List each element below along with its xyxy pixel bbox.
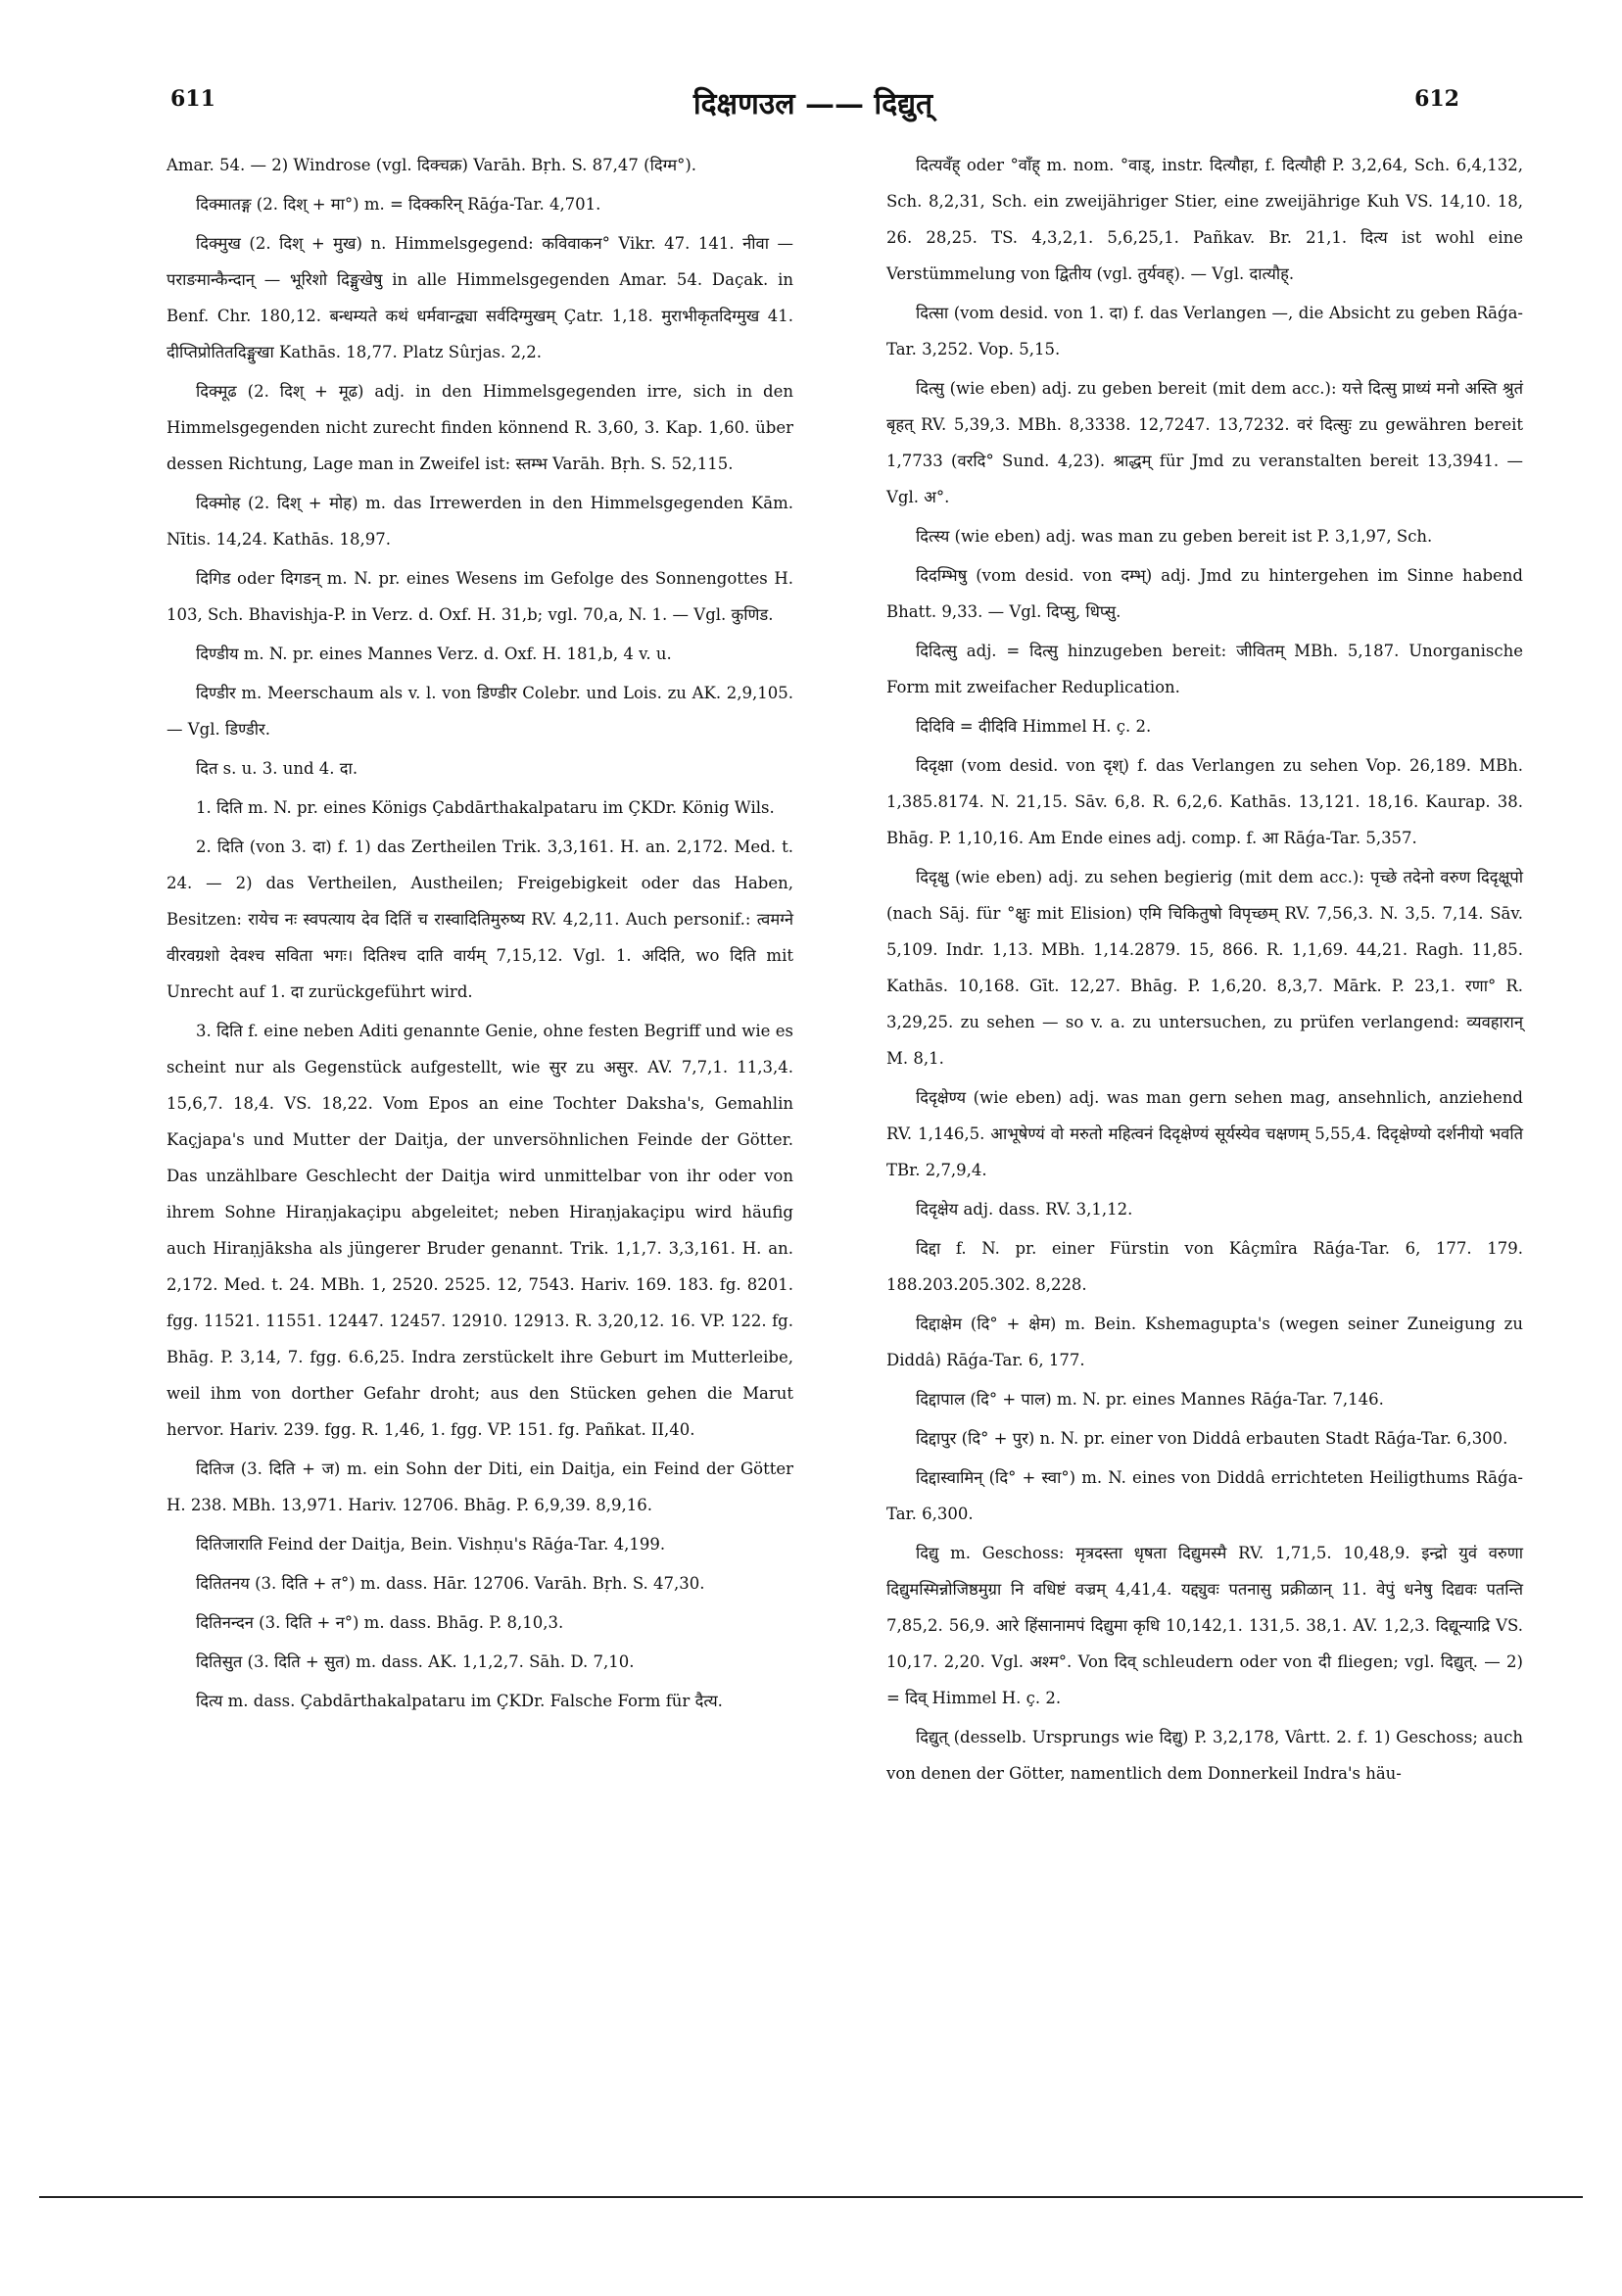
dictionary-entry: दिद्दापाल (दि° + पाल) m. N. pr. eines Mannes Rāǵa-Tar. 7,146. (916, 1390, 1384, 1409)
dictionary-entry: दिदम्भिषु (vom desid. von दम्भ्) adj. Jmd zu hintergehen im Sinne habend Bhatt. 9,33. — Vgl. दिप्सु, धिप्सु. (886, 566, 1523, 621)
dictionary-entry: दिदृक्षा (vom desid. von दृश्) f. das Verlangen zu sehen Vop. 26,189. MBh. 1,385.8174. N. 21,15. Sāv. 6,8. R. 6,2,6. Kathās. 13,121. 18,16. Kaurap. 38. Bhāg. P. 1,10,16. Am Ende eines adj. comp. f. आ Rāǵa-Tar. 5,357. (886, 756, 1523, 847)
dictionary-entry: दिण्डीर m. Meerschaum als v. l. von डिण्डीर Colebr. und Lois. zu AK. 2,9,105. — Vgl. डिण्डीर. (167, 684, 793, 739)
dictionary-entry: दितितनय (3. दिति + त°) m. dass. Hār. 12706. Varāh. Bṛh. S. 47,30. (196, 1574, 705, 1593)
dictionary-entry: दिदृक्षु (wie eben) adj. zu sehen begierig (mit dem acc.): पृच्छे तदेनो वरुण दिदृक्षूपो (nach Sāj. für °क्षुः mit Elision) एमि चिकितुषो विपृच्छम् RV. 7,56,3. N. 3,5. 7,14. Sāv. 5,109. Indr. 1,13. MBh. 1,14.2879. 15, 866. R. 1,1,69. 44,21. Ragh. 11,85. Kathās. 10,168. Gīt. 12,27. Bhāg. P. 1,6,20. 8,3,7. Mārk. P. 23,1. रणा° R. 3,29,25. zu sehen — so v. a. zu untersuchen, zu prüfen verlangend: व्यवहारान् M. 8,1. (886, 868, 1523, 1068)
right-column (886, 147, 1523, 1794)
dictionary-entry: दिद्दाक्षेम (दि° + क्षेम) m. Bein. Kshemagupta's (wegen seiner Zuneigung zu Diddâ) Rāǵa-Tar. 6, 177. (886, 1315, 1523, 1369)
dictionary-entry: 2. दिति (von 3. दा) f. 1) das Zertheilen Trik. 3,3,161. H. an. 2,172. Med. t. 24. — 2) das Vertheilen, Austheilen; Freigebigkeit oder das Haben, Besitzen: रायेच नः स्वपत्याय देव दितिं च रास्वादितिमुरुष्य RV. 4,2,11. Auch personif.: त्वमग्ने वीरवग्रशो देवश्च सविता भगः। दितिश्च दाति वार्यम् 7,15,12. Vgl. 1. अदिति, wo दिति mit Unrecht auf 1. दा zurückgeführt wird. (167, 837, 793, 1001)
dictionary-entry: दितिनन्दन (3. दिति + न°) m. dass. Bhāg. P. 8,10,3. (196, 1613, 564, 1632)
running-head: दिक्षणउल —— दिद्युत् (692, 87, 933, 121)
dictionary-entry: दिद्युत् (desselb. Ursprungs wie दिद्यु) P. 3,2,178, Vârtt. 2. f. 1) Geschoss; auch von denen der Götter, namentlich dem Donnerkeil Indra's häu- (886, 1728, 1523, 1783)
dictionary-entry: दिक्मूढ (2. दिश् + मूढ) adj. in den Himmelsgegenden irre, sich in den Himmelsgegenden nicht zurecht finden könnend R. 3,60, 3. Kap. 1,60. über dessen Richtung, Lage man in Zweifel ist: स्तम्भ Varāh. Bṛh. S. 52,115. (167, 382, 793, 473)
dictionary-entry: दिक्मातङ्ग (2. दिश् + मा°) m. = दिक्करिन् Rāǵa-Tar. 4,701. (196, 195, 601, 214)
dictionary-entry: दित्य m. dass. Çabdārthakalpataru im ÇKDr. Falsche Form für दैत्य. (196, 1692, 723, 1710)
dictionary-entry: दिदृक्षेण्य (wie eben) adj. was man gern sehen mag, ansehnlich, anziehend RV. 1,146,5. आभूषेण्यं वो मरुतो महित्वनं दिदृक्षेण्यं सूर्यस्येव चक्षणम् 5,55,4. दिदृक्षेण्यो दर्शनीयो भवति TBr. 2,7,9,4. (886, 1088, 1523, 1179)
dictionary-entry: दित्स्य (wie eben) adj. was man zu geben bereit ist P. 3,1,97, Sch. (916, 527, 1433, 546)
dictionary-entry: दित्सु (wie eben) adj. zu geben bereit (mit dem acc.): यत्ते दित्सु प्राध्यं मनो अस्ति श्रुतं बृहत् RV. 5,39,3. MBh. 8,3338. 12,7247. 13,7232. वरं दित्सुः zu gewähren bereit 1,7733 (वरदि° Sund. 4,23). श्राद्धम् für Jmd zu veranstalten bereit 13,3941. — Vgl. अ°. (886, 379, 1523, 506)
page-header (157, 86, 1469, 135)
dictionary-entry: दिद्यु m. Geschoss: मृत्रदस्ता धृषता दिद्युमस्मै RV. 1,71,5. 10,48,9. इन्द्रो युवं वरुणा दिद्युमस्मिन्नोजिष्ठमुग्रा नि वधिष्टं वज्रम् 4,41,4. यद्द्युवः पतनासु प्रक्रीळान् 11. वेपुं धनेषु दिद्यवः पतन्ति 7,85,2. 56,9. आरे हिंसानामपं दिद्युमा कृधि 10,142,1. 131,5. 38,1. AV. 1,2,3. दिद्यून्याद्रि VS. 10,17. 2,20. Vgl. अश्म°. Von दिव् schleudern oder von दी fliegen; vgl. दिद्युत्. — 2) = दिव् Himmel H. ç. 2. (886, 1544, 1523, 1707)
dictionary-entry: दित्सा (vom desid. von 1. दा) f. das Verlangen —, die Absicht zu geben Rāǵa-Tar. 3,252. Vop. 5,15. (886, 304, 1523, 359)
dictionary-entry: दितिजाराति Feind der Daitja, Bein. Vishṇu's Rāǵa-Tar. 4,199. (196, 1535, 666, 1554)
dictionary-entry: दित s. u. 3. und 4. दा. (196, 759, 358, 778)
dictionary-entry: दित्यवँह् oder °वाँह् m. nom. °वाड्, instr. दित्यौहा, f. दित्यौही P. 3,2,64, Sch. 6,4,132, Sch. 8,2,31, Sch. ein zweijähriger Stier, eine zweijährige Kuh VS. 14,10. 18, 26. 28,25. TS. 4,3,2,1. 5,6,25,1. Pañkav. Br. 21,1. दित्य ist wohl eine Verstümmelung von द्वितीय (vgl. तुर्यवह्). — Vgl. दात्यौह्. (886, 156, 1523, 283)
dictionary-entry: Amar. 54. — 2) Windrose (vgl. दिक्चक्र) Varāh. Bṛh. S. 87,47 (दिग्म°). (167, 156, 697, 174)
dictionary-entry: दिक्मुख (2. दिश् + मुख) n. Himmelsgegend: कविवाकन° Vikr. 47. 141. नीवा — पराङमान्कैन्दान् — भूरिशो दिङ्मुखेषु in alle Himmelsgegenden Amar. 54. Daçak. in Benf. Chr. 180,12. बन्धम्यते कथं धर्मवान्द्व्या सर्वदिग्मुखम् Çatr. 1,18. मुराभीकृतदिग्मुख 41. दीप्तिप्रोतितदिङ्मुखा Kathās. 18,77. Platz Sûrjas. 2,2. (167, 234, 793, 361)
left-column (167, 147, 793, 1722)
dictionary-entry: 3. दिति f. eine neben Aditi genannte Genie, ohne festen Begriff und wie es scheint nur als Gegenstück aufgestellt, wie सुर zu असुर. AV. 7,7,1. 11,3,4. 15,6,7. 18,4. VS. 18,22. Vom Epos an eine Tochter Daksha's, Gemahlin Kaçjapa's und Mutter der Daitja, der unversöhnlichen Feinde der Götter. Das unzählbare Geschlecht der Daitja wird unmittelbar von ihr oder von ihrem Sohne Hiraṇjakaçipu abgeleitet; neben Hiraṇjakaçipu wird häufig auch Hiraṇjāksha als jüngerer Bruder genannt. Trik. 1,1,7. 3,3,161. H. an. 2,172. Med. t. 24. MBh. 1, 2520. 2525. 12, 7543. Hariv. 169. 183. fg. 8201. fgg. 11521. 11551. 12447. 12457. 12910. 12913. R. 3,20,12. 16. VP. 122. fg. Bhāg. P. 3,14, 7. fgg. 6.6,25. Indra zerstückelt ihre Geburt im Mutterleibe, weil ihm von dorther Gefahr droht; aus den Stücken gehen die Marut hervor. Hariv. 239. fgg. R. 1,46, 1. fgg. VP. 151. fg. Pañkat. II,40. (167, 1022, 793, 1439)
page-number-right: 612 (1414, 86, 1459, 112)
dictionary-entry: दिदिवि = दीदिवि Himmel H. ç. 2. (916, 717, 1152, 736)
footer-rule (39, 2196, 1583, 2198)
dictionary-entry: दिद्दास्वामिन् (दि° + स्वा°) m. N. eines von Diddâ errichteten Heiligthums Rāǵa-Tar. 6,300. (886, 1468, 1523, 1523)
dictionary-entry: दिद्दा f. N. pr. einer Fürstin von Kâçmîra Rāǵa-Tar. 6, 177. 179. 188.203.205.302. 8,228. (886, 1239, 1523, 1294)
dictionary-entry: दितिसुत (3. दिति + सुत) m. dass. AK. 1,1,2,7. Sāh. D. 7,10. (196, 1652, 635, 1671)
dictionary-entry: दिण्डीय m. N. pr. eines Mannes Verz. d. Oxf. H. 181,b, 4 v. u. (196, 645, 672, 663)
dictionary-entry: दितिज (3. दिति + ज) m. ein Sohn der Diti, ein Daitja, ein Feind der Götter H. 238. MBh. 13,971. Hariv. 12706. Bhāg. P. 6,9,39. 8,9,16. (167, 1459, 793, 1514)
dictionary-entry: दिगिड oder दिगडन् m. N. pr. eines Wesens im Gefolge des Sonnengottes H. 103, Sch. Bhavishja-P. in Verz. d. Oxf. H. 31,b; vgl. 70,a, N. 1. — Vgl. कुणिड. (167, 569, 793, 624)
dictionary-entry: दिदृक्षेय adj. dass. RV. 3,1,12. (916, 1200, 1133, 1219)
page-number-left: 611 (170, 86, 215, 112)
dictionary-entry: दिक्मोह (2. दिश् + मोह) m. das Irrewerden in den Himmelsgegenden Kām. Nītis. 14,24. Kathās. 18,97. (167, 494, 793, 549)
dictionary-entry: दिदित्सु adj. = दित्सु hinzugeben bereit: जीवितम् MBh. 5,187. Unorganische Form mit zweifacher Reduplication. (886, 642, 1523, 696)
dictionary-entry: दिद्दापुर (दि° + पुर) n. N. pr. einer von Diddâ erbauten Stadt Rāǵa-Tar. 6,300. (916, 1429, 1508, 1448)
dictionary-entry: 1. दिति m. N. pr. eines Königs Çabdārthakalpataru im ÇKDr. König Wils. (196, 798, 775, 817)
